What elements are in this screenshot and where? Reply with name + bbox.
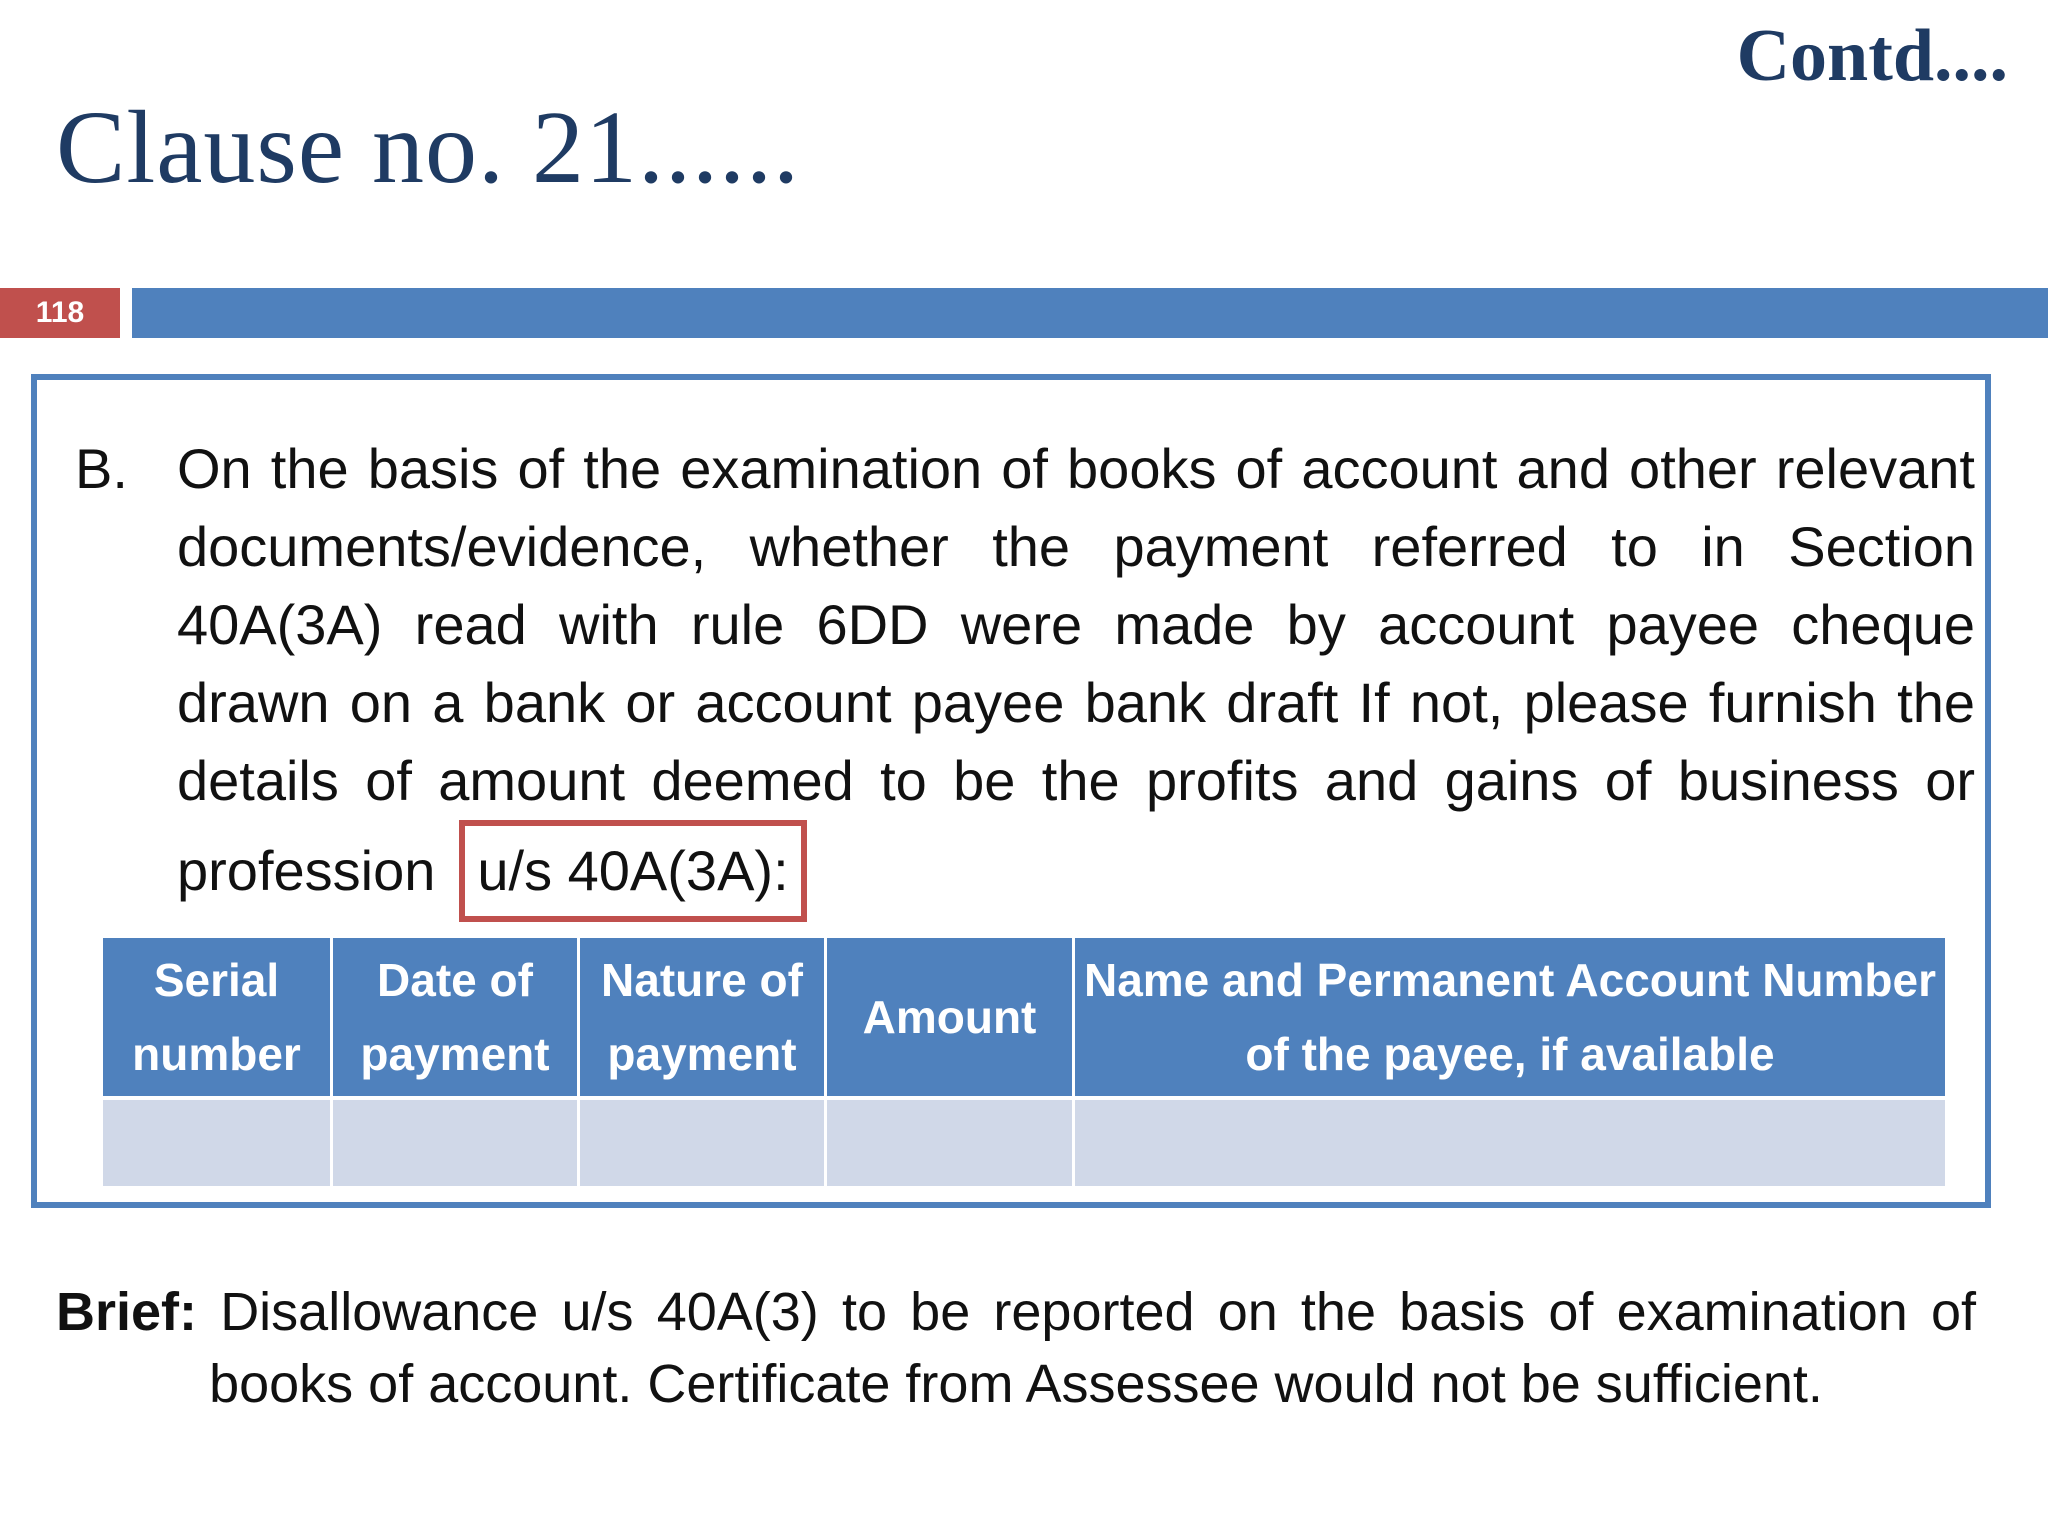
- table-cell: [103, 1100, 333, 1186]
- table-header-row: [103, 938, 1945, 1100]
- slide-number-badge: 118: [0, 288, 120, 338]
- clause-paragraph: [75, 430, 1975, 922]
- header-nature-of-payment: Nature of payment: [580, 938, 827, 1096]
- table-cell: [827, 1100, 1075, 1186]
- highlighted-section-reference: u/s 40A(3A):: [459, 820, 806, 922]
- table-row: [103, 1100, 1945, 1186]
- contd-label: Contd....: [1736, 15, 2008, 97]
- brief-text-line-1: Disallowance u/s 40A(3) to be reported on the basis of examination of: [220, 1282, 1976, 1342]
- paragraph-marker: B.: [75, 437, 128, 500]
- paragraph-text-block: [177, 430, 1975, 922]
- brief-label: Brief:: [56, 1282, 198, 1342]
- header-serial-number: Serial number: [103, 938, 333, 1096]
- table-cell: [333, 1100, 580, 1186]
- table-cell: [580, 1100, 827, 1186]
- brief-note: [56, 1276, 1976, 1420]
- paragraph-text: On the basis of the examination of books of account and other relevant documents/evidence, whether the payment referred to in Section 40A(3A) read with rule 6DD were made by account payee cheque drawn on a bank or account payee bank draft If not, please furnish the details of amount deemed to be the profits and gains of business or profession: [177, 437, 1975, 902]
- header-rule-bar: [132, 288, 2048, 338]
- header-date-of-payment: Date of payment: [333, 938, 580, 1096]
- brief-line-1: [56, 1276, 1976, 1348]
- page-title: Clause no. 21......: [56, 90, 801, 205]
- brief-text-line-2: books of account. Certificate from Assessee would not be sufficient.: [209, 1354, 1823, 1414]
- payment-details-table: [103, 938, 1945, 1190]
- header-amount: Amount: [827, 938, 1075, 1096]
- header-payee-name-pan: Name and Permanent Account Number of the payee, if available: [1083, 954, 1937, 1080]
- table-cell: [1075, 1100, 1945, 1186]
